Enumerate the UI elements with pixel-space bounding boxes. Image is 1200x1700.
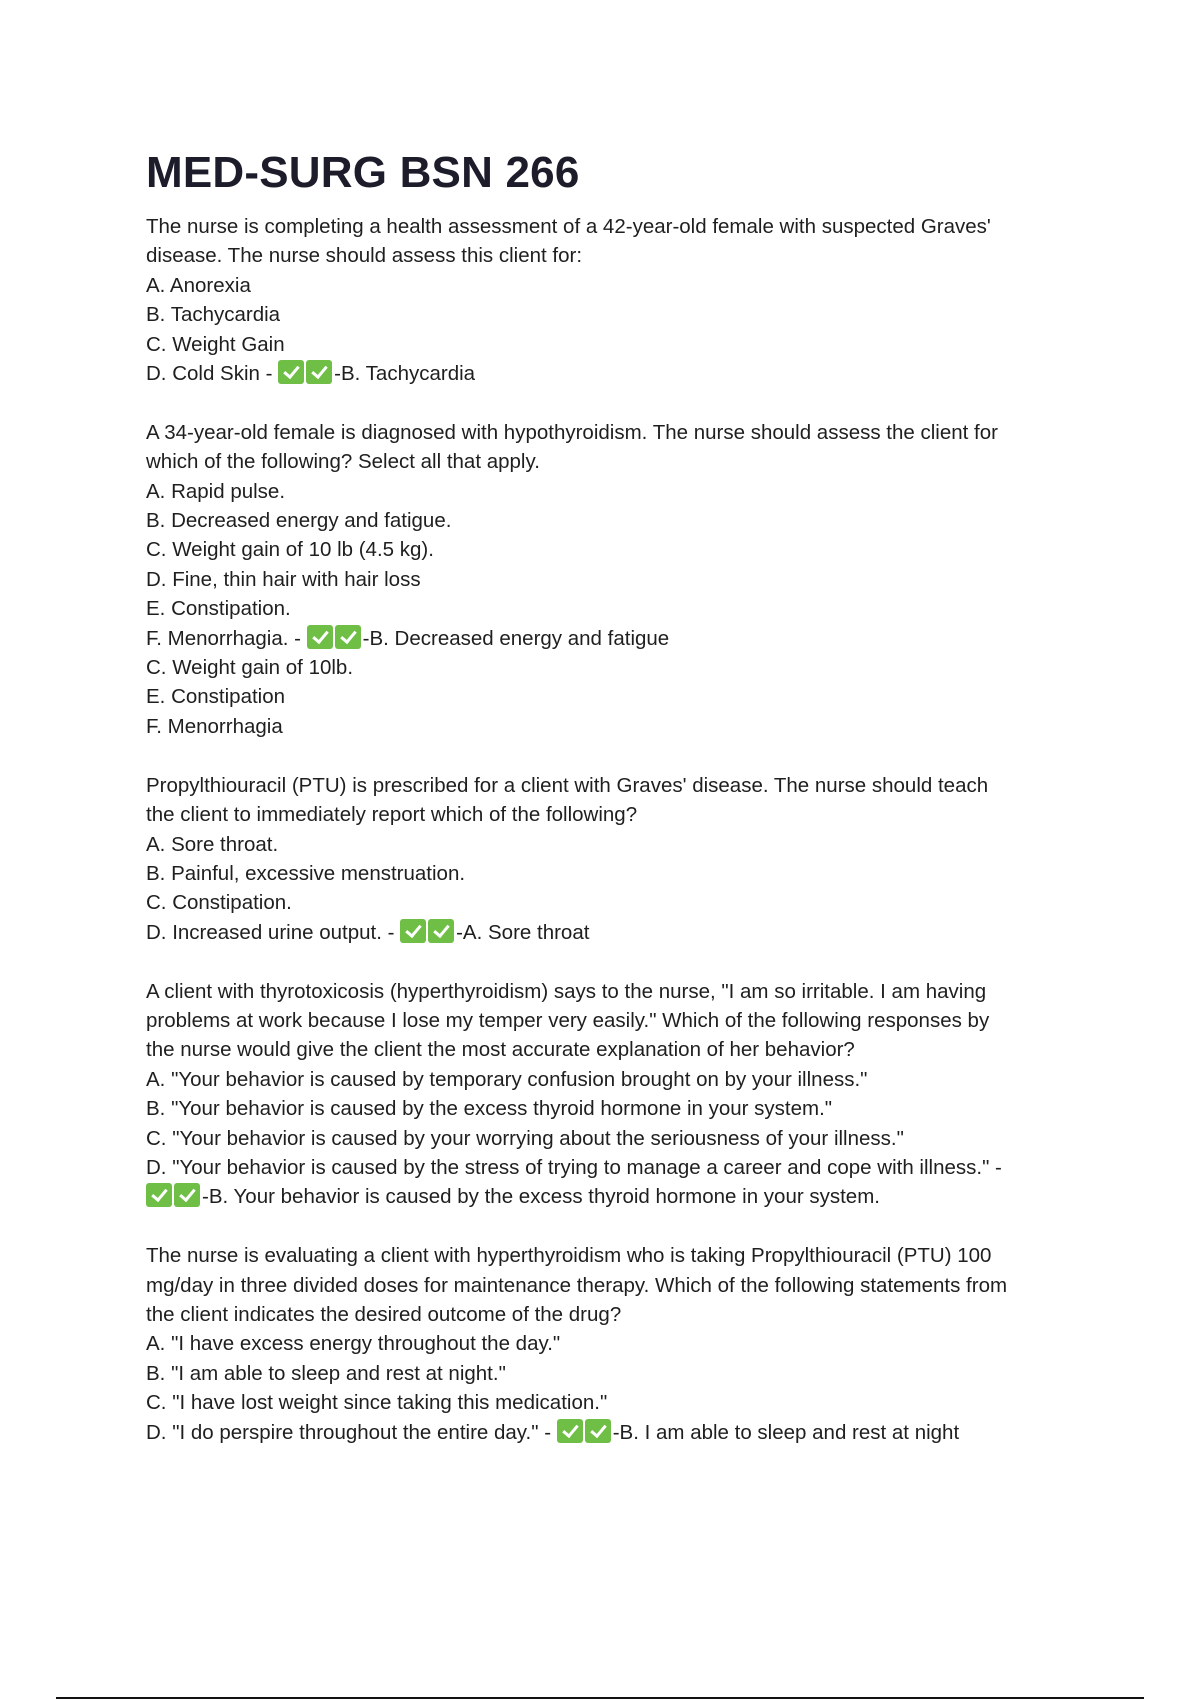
answer-option: B. "I am able to sleep and rest at night." bbox=[146, 1361, 506, 1385]
check-mark-icon bbox=[174, 1183, 200, 1207]
question-stem: The nurse is completing a health assessment of a 42-year-old female with suspected Graves' bbox=[146, 215, 991, 238]
answer-option: C. Weight gain of 10 lb (4.5 kg). bbox=[146, 538, 434, 562]
answer-option: C. "Your behavior is caused by your worrying about the seriousness of your illness." bbox=[146, 1126, 904, 1150]
answer-key-line bbox=[146, 1182, 1096, 1211]
answer-option: E. Constipation. bbox=[146, 597, 291, 621]
answer-key-marker bbox=[557, 1418, 613, 1447]
question-stem: disease. The nurse should assess this client for: bbox=[146, 244, 583, 268]
answer-option: D. Cold Skin - bbox=[146, 362, 279, 386]
correct-answer: -B. I am able to sleep and rest at night bbox=[612, 1420, 960, 1444]
answer-option: A. "Your behavior is caused by temporary confusion brought on by your illness." bbox=[146, 1067, 868, 1091]
check-mark-icon bbox=[400, 919, 426, 943]
question-stem: the client indicates the desired outcome of the drug? bbox=[146, 1302, 622, 1326]
question-stem: A client with thyrotoxicosis (hyperthyroidism) says to the nurse, "I am so irritable. I am having bbox=[146, 979, 987, 1003]
answer-option-with-key bbox=[146, 918, 1096, 947]
question-block bbox=[146, 212, 1096, 388]
question-stem: mg/day in three divided doses for maintenance therapy. Which of the following statements from bbox=[146, 1273, 1008, 1297]
question-stem: problems at work because I lose my temper very easily." Which of the following responses by bbox=[146, 1008, 990, 1032]
page-title: MED-SURG BSN 266 bbox=[146, 148, 580, 197]
page-bottom-rule bbox=[56, 1697, 1144, 1699]
answer-option: A. "I have excess energy throughout the day." bbox=[146, 1332, 561, 1356]
correct-answer: -B. Decreased energy and fatigue bbox=[362, 626, 670, 650]
question-block bbox=[146, 418, 1096, 741]
answer-option: F. Menorrhagia. - bbox=[146, 626, 307, 650]
check-mark-icon bbox=[146, 1183, 172, 1207]
question-stem: the client to immediately report which of the following? bbox=[146, 803, 638, 827]
answer-option: B. Painful, excessive menstruation. bbox=[146, 861, 466, 885]
correct-answer: -B. Tachycardia bbox=[334, 362, 476, 386]
check-mark-icon bbox=[557, 1419, 583, 1443]
answer-key-marker bbox=[307, 624, 363, 653]
correct-answer: -A. Sore throat bbox=[456, 920, 590, 944]
answer-option: C. Weight Gain bbox=[146, 332, 285, 356]
answer-option: B. Decreased energy and fatigue. bbox=[146, 509, 452, 533]
answer-option-with-key bbox=[146, 624, 1096, 653]
check-mark-icon bbox=[278, 360, 304, 384]
check-mark-icon bbox=[585, 1419, 611, 1443]
check-mark-icon bbox=[335, 625, 361, 649]
correct-answer: -B. Your behavior is caused by the excess thyroid hormone in your system. bbox=[202, 1185, 880, 1209]
check-mark-icon bbox=[428, 919, 454, 943]
correct-answer: F. Menorrhagia bbox=[146, 714, 283, 738]
answer-key-marker bbox=[146, 1182, 202, 1211]
answer-option: D. Increased urine output. - bbox=[146, 920, 401, 944]
answer-option-with-key bbox=[146, 359, 1096, 388]
answer-option: D. "Your behavior is caused by the stress of trying to manage a career and cope with illness." - bbox=[146, 1155, 1002, 1179]
answer-key-marker bbox=[278, 359, 334, 388]
answer-option: D. "I do perspire throughout the entire day." - bbox=[146, 1420, 557, 1444]
check-mark-icon bbox=[307, 625, 333, 649]
answer-option-with-key bbox=[146, 1418, 1096, 1447]
answer-option: C. Constipation. bbox=[146, 891, 292, 915]
answer-key-marker bbox=[400, 918, 456, 947]
answer-option: A. Rapid pulse. bbox=[146, 479, 286, 503]
question-stem: Propylthiouracil (PTU) is prescribed for a client with Graves' disease. The nurse should teach bbox=[146, 773, 989, 797]
answer-option: B. "Your behavior is caused by the excess thyroid hormone in your system." bbox=[146, 1097, 833, 1121]
correct-answer: E. Constipation bbox=[146, 685, 286, 709]
question-stem: which of the following? Select all that apply. bbox=[146, 450, 540, 474]
answer-option: A. Sore throat. bbox=[146, 832, 279, 856]
question-block bbox=[146, 1241, 1096, 1447]
question-stem: A 34-year-old female is diagnosed with hypothyroidism. The nurse should assess the client for bbox=[146, 420, 998, 444]
document-page bbox=[146, 148, 1096, 1476]
question-block bbox=[146, 977, 1096, 1212]
question-block bbox=[146, 771, 1096, 947]
question-stem: The nurse is evaluating a client with hyperthyroidism who is taking Propylthiouracil (PTU) 100 bbox=[146, 1244, 992, 1268]
answer-option: D. Fine, thin hair with hair loss bbox=[146, 567, 421, 591]
answer-option: A. Anorexia bbox=[146, 273, 251, 297]
check-mark-icon bbox=[306, 360, 332, 384]
answer-option: C. "I have lost weight since taking this medication." bbox=[146, 1391, 608, 1415]
answer-option: B. Tachycardia bbox=[146, 303, 281, 327]
question-stem: the nurse would give the client the most accurate explanation of her behavior? bbox=[146, 1038, 855, 1062]
correct-answer: C. Weight gain of 10lb. bbox=[146, 656, 354, 680]
